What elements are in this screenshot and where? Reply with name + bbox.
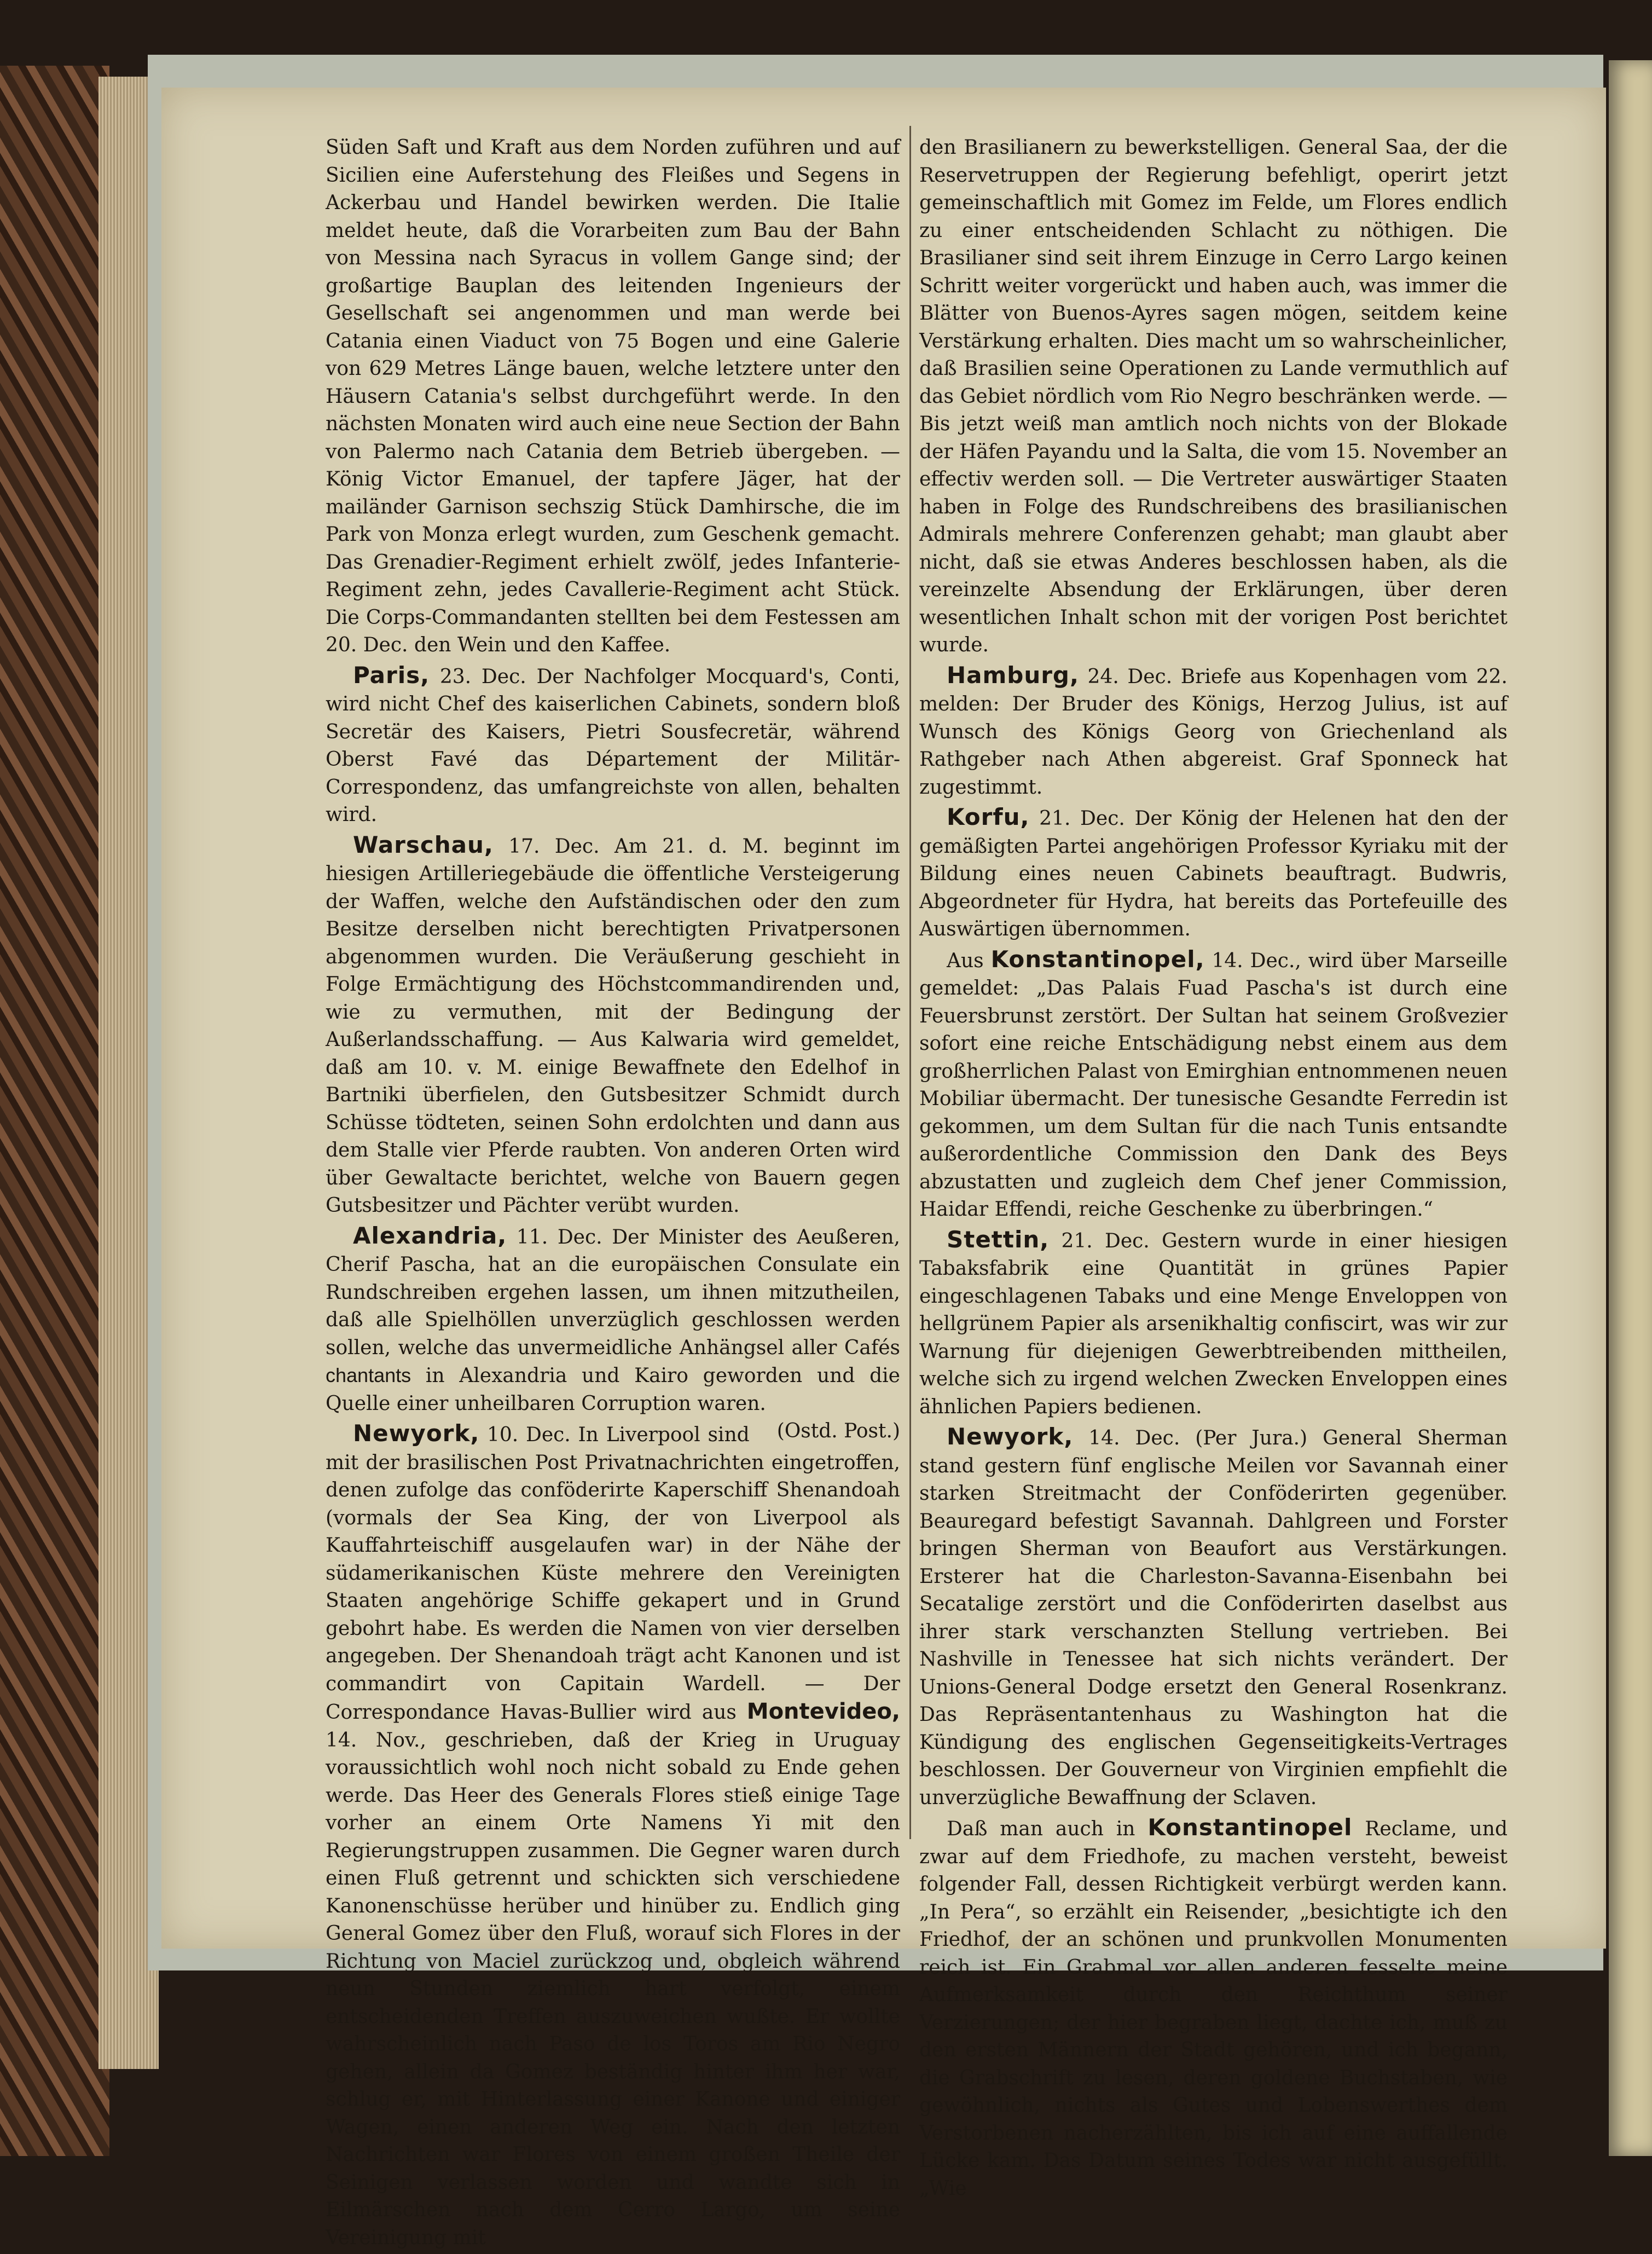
left-column <box>326 134 900 2254</box>
article-text: Süden Saft und Kraft aus dem Norden zuführen und auf Sicilien eine Auferstehung des Fleißes und Segens in Ackerbau und Handel bewirken werden. Die Italie meldet heute, daß die Vorarbeiten zum Bau der Bahn von Messina nach Syracus in vollem Gange sind; der großartige Bauplan des leitenden Ingenieurs der Gesellschaft sei angenommen und man werde bei Catania einen Viaduct von 75 Bogen und eine Galerie von 629 Metres Länge bauen, welche letztere unter den Häusern Catania's selbst durchgeführt werde. In den nächsten Monaten wird auch eine neue Section der Bahn von Palermo nach Catania dem Betrieb übergeben. — König Victor Emanuel, der tapfere Jäger, hat der mailänder Garnison sechszig Stück Damhirsche, die im Park von Monza erlegt wurden, zum Geschenk gemacht. Das Grenadier-Regiment erhielt zwölf, jedes Infanterie-Regiment zehn, jedes Cavallerie-Regiment acht Stück. Die Corps-Commandanten stellten bei dem Festessen am 20. Dec. den Wein und den Kaffee. <box>326 136 900 656</box>
article-text: 14. Dec. (Per Jura.) General Sherman stand gestern fünf englische Meilen vor Savannah einer starken Streitmacht der Conföderirten gegenüber. Beauregard befestigt Savannah. Dahlgreen und Forster bringen Sherman von Beaufort aus Verstärkungen. Ersterer hat die Charleston-Savanna-Eisenbahn bei Secatalige zerstört und die Conföderirten daselbst aus ihrer stark verschanzten Stellung vertrieben. Bei Nashville in Tenessee hat sich nichts verändert. Der Unions-General Dodge ersetzt den General Rosenkranz. Das Repräsentantenhaus zu Washington hat die Kündigung des englischen Gegenseitigkeits-Vertrages beschlossen. Der Gouverneur von Virginien empfiehlt die unverzügliche Bewaffnung der Sclaven. <box>919 1427 1508 1809</box>
dateline-place: Warschau, <box>353 831 494 858</box>
book-cover-marbled-edge <box>0 66 109 2156</box>
facing-page-edge <box>1609 60 1652 2156</box>
article-pera-cemetery <box>919 1814 1508 2203</box>
article-sicily <box>326 134 900 660</box>
article-warschau <box>326 831 900 1220</box>
article-newyork <box>326 1420 900 2252</box>
article-korfu <box>919 804 1508 944</box>
article-konstantinopel <box>919 946 1508 1224</box>
article-text: in Alexandria und Kairo geworden und die Quelle einer unheilbaren Corruption waren. <box>326 1365 900 1415</box>
article-text: 21. Dec. Der König der Helenen hat den der gemäßigten Partei angehörigen Professor Kyriaku mit der Bildung eines neuen Cabinets beauftragt. Budwris, Abgeordneter für Hydra, hat bereits das Portefeuille des Auswärtigen übernommen. <box>919 807 1508 940</box>
article-text: 17. Dec. Am 21. d. M. beginnt im hiesigen Artilleriegebäude die öffentliche Versteigerung der Waffen, welche den Aufständischen oder den zum Besitze derselben nicht berechtigten Privatpersonen abgenommen wurden. Die Veräußerung geschieht in Folge Ermächtigung des Höchstcommandirenden und, wie zu vermuthen, mit der Bedingung der Außerlandsschaffung. — Aus Kalwaria wird gemeldet, daß am 10. v. M. einige Bewaffnete den Edelhof in Bartniki überfielen, den Gutsbesitzer Schmidt durch Schüsse tödteten, seinen Sohn erdolchten und dann aus dem Stalle vier Pferde raubten. Von anderen Orten wird über Gewaltacte berichtet, welche von Bauern gegen Gutsbesitzer und Pächter verübt wurden. <box>326 835 900 1217</box>
article-text: 10. Dec. In Liverpool sind mit der brasilischen Post Privatnachrichten eingetroffen, denen zufolge das conföderirte Kaperschiff Shenandoah (vormals der Sea King, der von Liverpool als Kauffahrteischiff ausgelaufen war) in der Nähe der südamerikanischen Küste mehrere den Vereinigten Staaten angehörige Schiffe gekapert und in Grund gebohrt habe. Es werden die Namen von vier derselben angegeben. Der Shenandoah trägt acht Kanonen und ist commandirt von Capitain Wardell. — Der Correspondance Havas-Bullier wird aus <box>326 1424 900 1724</box>
dateline-place: Konstantinopel, <box>990 945 1205 973</box>
dateline-place: Korfu, <box>947 804 1030 830</box>
inline-place: Konstantinopel <box>1147 1814 1353 1841</box>
article-text: 14. Nov., geschrieben, daß der Krieg in Uruguay voraussichtlich wohl noch nicht sobald zu Ende gehen werde. Das Heer des Generals Flores stieß einige Tage vorher an einem Orte Namens Yi mit den Regierungstruppen zusammen. Die Gegner waren durch einen Fluß getrennt und schickten sich verschiedene Kanonenschüsse herüber und hinüber zu. Endlich ging General Gomez über den Fluß, worauf sich Flores in der Richtung von Maciel zurückzog und, obgleich während neun Stunden ziemlich hart verfolgt, einem entscheidenden Treffen auszuweichen wußte. Er wollte wahrscheinlich nach Paso de los Toros am Rio Negro gehen, allein da Gomez beständig hinter ihm her war, schlug er, mit Hinterlassung einer Kanone und einiger Wagen, einen anderen Weg ein. Nach den letzten Nachrichten war Flores von einem großen Theile der Seinigen verlassen worden und wandte sich in Eilmärschen nach dem Cerro Largo, um seine Vereinigung mit <box>326 1729 900 2249</box>
dateline-place: Newyork, <box>947 1423 1074 1450</box>
latin-phrase: chantants <box>326 1364 411 1386</box>
article-text: 11. Dec. Der Minister des Aeußeren, Cherif Pascha, hat an die europäischen Consulate ein Rundschreiben ergehen lassen, um ihnen mitzutheilen, daß alle Spielhöllen unverzüglich geschlossen werden sollen, welche das unvermeidliche Anhängsel aller Cafés <box>326 1226 900 1359</box>
inline-place: Montevideo, <box>746 1699 900 1724</box>
article-text: den Brasilianern zu bewerkstelligen. General Saa, der die Reservetruppen der Regierung befehligt, operirt jetzt gemeinschaftlich mit Gomez im Felde, um Flores endlich zu einer entscheidenden Schlacht zu nöthigen. Die Brasilianer sind seit ihrem Einzuge in Cerro Largo keinen Schritt weiter vorgerückt und haben auch, was immer die Blätter von Buenos-Ayres sagen mögen, seitdem keine Verstärkung erhalten. Dies macht um so wahrscheinlicher, daß Brasilien seine Operationen zu Lande vermuthlich auf das Gebiet nördlich vom Rio Negro beschränken werde. — Bis jetzt weiß man amtlich noch nichts von der Blokade der Häfen Payandu und la Salta, die vom 15. November an effectiv werden soll. — Die Vertreter auswärtiger Staaten haben in Folge des Rundschreibens des brasilianischen Admirals mehrere Conferenzen gehabt; man glaubt aber nicht, daß sie etwas Anderes beschlossen haben, als die vereinzelte Absendung der Erklärungen, über deren wesentlichen Inhalt schon mit der vorigen Post berichtet wurde. <box>919 136 1508 656</box>
article-text: 21. Dec. Gestern wurde in einer hiesigen Tabaksfabrik eine Quantität in grünes Papier eingeschlagenen Tabaks und eine Menge Enveloppen von hellgrünem Papier als arsenikhaltig confiscirt, was wir zur Warnung für diejenigen Gewerbtreibenden mittheilen, welche sich zu irgend welchen Zwecken Enveloppen eines ähnlichen Papiers bedienen. <box>919 1229 1508 1418</box>
dateline-place: Stettin, <box>947 1226 1050 1253</box>
column-rule <box>909 126 911 1839</box>
article-stettin <box>919 1226 1508 1421</box>
dateline-place: Paris, <box>353 661 430 689</box>
dateline-place: Newyork, <box>353 1420 480 1447</box>
article-text: Daß man auch in <box>947 1818 1135 1840</box>
article-newyork-2 <box>919 1423 1508 1812</box>
source-credit: (Ostd. Post.) <box>776 1420 900 1442</box>
article-text: 24. Dec. Briefe aus Kopenhagen vom 22. melden: Der Bruder des Königs, Herzog Julius, ist auf Wunsch des Königs Georg von Griechenland als Rathgeber nach Athen abgereist. Graf Sponneck hat zugestimmt. <box>919 665 1508 799</box>
article-text: Aus <box>947 949 984 972</box>
article-paris <box>326 662 900 829</box>
article-text: 23. Dec. Der Nachfolger Mocquard's, Conti, wird nicht Chef des kaiserlichen Cabinets, sondern bloß Secretär des Kaisers, Pietri Sousfecretär, während Oberst Favé das Département der Militär-Correspondenz, das umfangreichste von allen, behalten wird. <box>326 665 900 826</box>
article-hamburg <box>919 662 1508 802</box>
article-brazil-continued <box>919 134 1508 660</box>
dateline-place: Hamburg, <box>947 661 1079 689</box>
right-column <box>919 134 1508 2205</box>
dateline-place: Alexandria, <box>353 1222 507 1249</box>
article-text: 14. Dec., wird über Marseille gemeldet: „Das Palais Fuad Pascha's ist durch eine Feuersbrunst zerstört. Der Sultan hat seinem Großvezier sofort eine reiche Entschädigung nebst einem aus dem großherrlichen Palast von Emirghian entnommenen neuen Mobiliar übermacht. Der tunesische Gesandte Ferredin ist gekommen, um dem Sultan für die nach Tunis entsandte außerordentliche Commission den Dank des Beys abzustatten und zugleich dem Chef jener Commission, Haidar Effendi, reiche Geschenke zu überbringen.“ <box>919 949 1508 1221</box>
article-text: Reclame, und zwar auf dem Friedhofe, zu machen versteht, beweist folgender Fall, dessen Richtigkeit verbürgt werden kann. „In Pera“, so erzählt ein Reisender, „besichtigte ich den Friedhof, der an schönen und prunkvollen Monumenten reich ist. Ein Grabmal vor allen anderen fesselte meine Aufmerksamkeit durch den Reichthum seiner Verzierungen; der hier begraben liegt, dachte ich, muß zu den ersten Männern der Stadt gehören, und ich begann, die Grabschrift zu lesen, deren goldene Buchstaben, wie gewöhnlich, nichts als Gutes und Lobenswerthes dem Verstorbenen nacherzählten, bis ich auf eine auffallende Lücke kam. Das Datum seines Todes war nicht ausgefüllt. „Wie <box>919 1818 1508 2200</box>
